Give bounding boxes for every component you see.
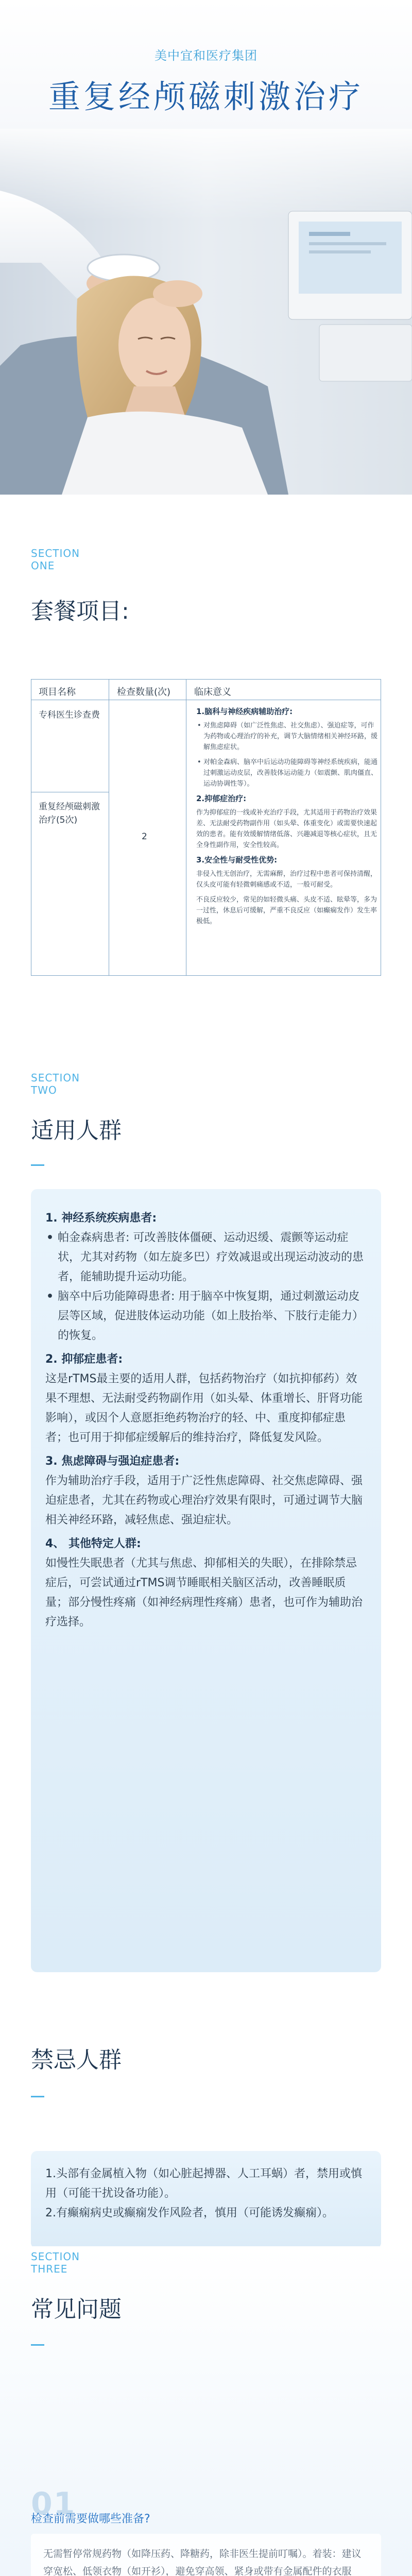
crowd-bullet: • 帕金森病患者: 可改善肢体僵硬、运动迟缓、震颤等运动症状，尤其对药物（如左旋多巴）疗效减退或出现运动波动的患者，能辅助提升运动功能。 xyxy=(45,1228,367,1287)
section-three-label xyxy=(31,2250,80,2275)
section-label-number: TWO xyxy=(31,1084,57,1096)
title-underline xyxy=(31,2096,44,2097)
crowd-heading: 3. 焦虑障碍与强迫症患者: xyxy=(45,1455,180,1468)
section-two-label xyxy=(31,1072,80,1096)
faq-question: 检查前需要做哪些准备? xyxy=(31,2513,150,2526)
crowd-heading: 1. 神经系统疾病患者: xyxy=(45,1212,157,1225)
hero-photo xyxy=(0,129,412,495)
title-underline xyxy=(31,1164,44,1166)
taboo-item: 1.头部有金属植入物（如心脏起搏器、人工耳蜗）者，禁用或慎用（可能干扰设备功能）。 xyxy=(45,2167,362,2200)
table-header-cell: 项目名称 xyxy=(39,687,76,698)
detail-paragraph: 作为抑郁症的一线或补充治疗手段，尤其适用于药物治疗效果差、无法耐受药物副作用（如头晕、体重变化）或需要快速起效的患者。能有效缓解情绪低落、兴趣减退等核心症状，且无全身性副作用，安全性较高。 xyxy=(196,809,377,849)
suitable-crowd-card xyxy=(31,1189,381,1972)
crowd-heading: 2. 抑郁症患者: xyxy=(45,1353,123,1366)
detail-heading: 2.抑郁症治疗: xyxy=(196,794,247,803)
section-label-number: THREE xyxy=(31,2263,68,2275)
crowd-paragraph: 作为辅助治疗手段，适用于广泛性焦虑障碍、社交焦虑障碍、强迫症患者，尤其在药物或心理治疗效果有限时，可通过调节大脑相关神经环路，减轻焦虑、强迫症状。 xyxy=(45,1475,363,1527)
hero-banner xyxy=(0,0,412,495)
faq-answer: 无需暂停常规药物（如降压药、降糖药，除非医生提前叮嘱）。着装：建议穿宽松、低领衣物（如开衫），避免穿高领、紧身或带有金属配件的衣服 xyxy=(31,2534,381,2576)
detail-bullet: • 对焦虑障碍（如广泛性焦虑、社交焦虑）、强迫症等，可作为药物或心理治疗的补充，调节大脑情绪相关神经环路，缓解焦虑症状。 xyxy=(196,720,377,753)
taboo-card xyxy=(31,2151,381,2249)
faq-number: 01 xyxy=(31,2486,76,2522)
section-one-label xyxy=(31,547,80,572)
table-cell-item-name: 重复经颅磁刺激治疗(5次) xyxy=(39,802,100,825)
section-title-faq: 常见问题 xyxy=(31,2296,122,2323)
section-label-word: SECTION xyxy=(31,2250,80,2263)
section-label-number: ONE xyxy=(31,560,55,572)
detail-heading: 1.脑科与神经疾病辅助治疗: xyxy=(196,707,293,716)
section-label-word: SECTION xyxy=(31,547,80,560)
section-title-taboo: 禁忌人群 xyxy=(31,2047,122,2073)
brand-name: 美中宜和医疗集团 xyxy=(154,48,258,63)
page-title: 重复经颅磁刺激治疗 xyxy=(48,78,364,115)
section-label-word: SECTION xyxy=(31,1072,80,1084)
crowd-paragraph: 如慢性失眠患者（尤其与焦虑、抑郁相关的失眠），在排除禁忌症后，可尝试通过rTMS调节睡眠相关脑区活动，改善睡眠质量；部分慢性疼痛（如神经病理性疼痛）患者，也可作为辅助治疗选择。 xyxy=(45,1557,363,1629)
section-title-package: 套餐项目: xyxy=(31,598,129,624)
clinical-significance-cell xyxy=(196,705,377,931)
title-underline xyxy=(31,2344,44,2346)
crowd-bullet: • 脑卒中后功能障碍患者: 用于脑卒中恢复期，通过刺激运动皮层等区域，促进肢体运动功能（如上肢抬举、下肢行走能力）的恢复。 xyxy=(45,1287,367,1346)
crowd-heading: 4、 其他特定人群: xyxy=(45,1537,141,1550)
crowd-paragraph: 这是rTMS最主要的适用人群，包括药物治疗（如抗抑郁药）效果不理想、无法耐受药物副作用（如头晕、体重增长、肝肾功能影响），或因个人意愿拒绝药物治疗的轻、中、重度抑郁症患者；也可用于抑郁症缓解后的维持治疗，降低复发风险。 xyxy=(45,1372,363,1444)
detail-paragraph: 非侵入性无创治疗，无需麻醉，治疗过程中患者可保持清醒，仅头皮可能有轻微刺痛感或不适，一般可耐受。 xyxy=(196,870,377,889)
detail-bullet: • 对帕金森病、脑卒中后运动功能障碍等神经系统疾病，能通过刺激运动皮层，改善肢体运动能力（如震颤、肌肉僵直、运动协调性等）。 xyxy=(196,757,377,789)
table-cell-quantity: 2 xyxy=(142,832,147,842)
package-table xyxy=(31,679,381,976)
section-title-crowd: 适用人群 xyxy=(31,1117,122,1144)
detail-paragraph: 不良反应较少，常见的如轻微头痛、头皮不适、眩晕等，多为一过性，休息后可缓解，严重不良反应（如癫痫发作）发生率极低。 xyxy=(196,896,377,925)
taboo-item: 2.有癫痫病史或癫痫发作风险者，慎用（可能诱发癫痫）。 xyxy=(45,2207,334,2219)
table-cell-item-name: 专科医生诊查费 xyxy=(39,710,100,720)
table-header-cell: 临床意义 xyxy=(194,687,231,698)
detail-heading: 3.安全性与耐受性优势: xyxy=(196,855,278,865)
table-header-cell: 检查数量(次) xyxy=(117,687,171,698)
